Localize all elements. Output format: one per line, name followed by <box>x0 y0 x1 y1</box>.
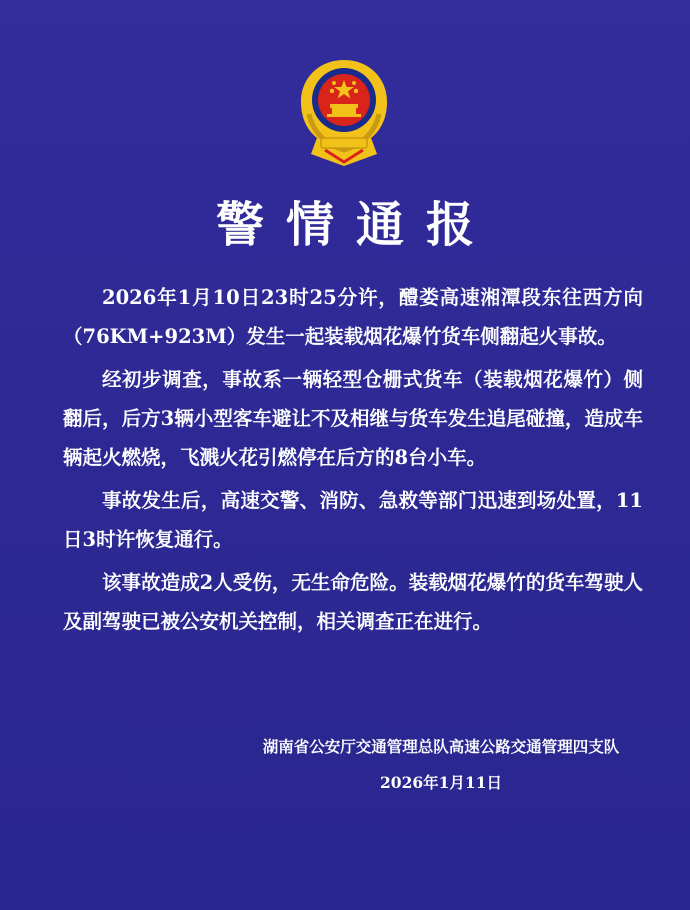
police-emblem-icon <box>299 58 389 170</box>
issuing-organization: 湖南省公安厅交通管理总队高速公路交通管理四支队 <box>262 737 620 756</box>
paragraph-investigation: 经初步调查，事故系一辆轻型仓栅式货车（装载烟花爆竹）侧翻后，后方3辆小型客车避让不及相继与货车发生追尾碰撞，造成车辆起火燃烧，飞溅火花引燃停在后方的8台小车。 <box>63 368 643 469</box>
notice-body <box>63 278 643 645</box>
notice-footer <box>232 735 650 795</box>
paragraph-response: 事故发生后，高速交警、消防、急救等部门迅速到场处置，11日3时许恢复通行。 <box>63 489 643 551</box>
issue-date: 2026年1月11日 <box>380 773 502 792</box>
paragraph-casualties: 该事故造成2人受伤，无生命危险。装载烟花爆竹的货车驾驶人及副驾驶已被公安机关控制，相关调查正在进行。 <box>63 571 643 633</box>
notice-title: 警情通报 <box>215 197 496 253</box>
paragraph-incident: 2026年1月10日23时25分许，醴娄高速湘潭段东往西方向（76KM+923M）发生一起装载烟花爆竹货车侧翻起火事故。 <box>63 286 643 348</box>
